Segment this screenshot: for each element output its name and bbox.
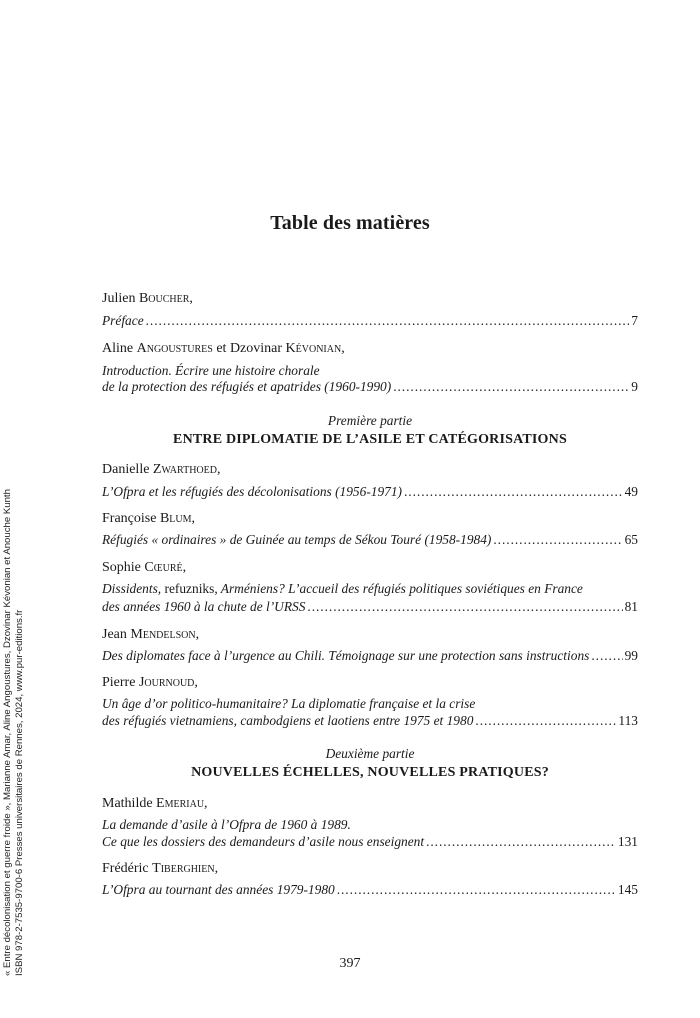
toc-entry-line[interactable]: des années 1960 à la chute de l’URSS . . . 81 [102, 599, 638, 615]
page-number: 9 [631, 379, 638, 394]
part-label: Première partie [327, 413, 413, 428]
page-number: 99 [624, 648, 638, 663]
page-title: Table des matières [270, 212, 430, 234]
page-number: 49 [624, 484, 638, 499]
entry-author: Aline Angoustures et Dzovinar Kévonian, [102, 341, 345, 356]
toc-entry-line[interactable]: Préface . . . 7 [102, 313, 638, 329]
entry-author: Françoise Blum, [102, 511, 195, 526]
toc-entry-line: Dissidents, refuzniks, Arméniens? L’accueil des réfugiés politiques soviétiques en France [102, 581, 583, 596]
toc-entry-line: La demande d’asile à l’Ofpra de 1960 à 1989. [102, 817, 351, 832]
leader-dots [426, 834, 616, 850]
entry-author: Frédéric Tiberghien, [102, 861, 219, 876]
entry-author: Julien Boucher, [102, 291, 193, 306]
part-title: NOUVELLES ÉCHELLES, NOUVELLES PRATIQUES? [191, 765, 549, 780]
entry-author: Jean Mendelson, [102, 627, 200, 642]
entry-author: Mathilde Emeriau, [102, 796, 208, 811]
toc-entry-line: Un âge d’or politico-humanitaire? La diplomatie française et la crise [102, 696, 476, 711]
part-title: ENTRE DIPLOMATIE DE L’ASILE ET CATÉGORISATIONS [173, 432, 567, 447]
entry-author: Danielle Zwarthoed, [102, 462, 221, 477]
side-notice-line: « Entre décolonisation et guerre froide », Marianne Amar, Aline Angoustures, Dzovinar Kévonian et Anouche Kunth [2, 489, 13, 976]
leader-dots [393, 379, 629, 395]
entry-author: Pierre Journoud, [102, 675, 198, 690]
page-number: 145 [617, 882, 638, 897]
toc-entry-line[interactable]: de la protection des réfugiés et apatrides (1960-1990) . . . 9 [102, 379, 638, 395]
page-number: 131 [617, 834, 638, 849]
page-number: 65 [624, 532, 638, 547]
leader-dots [591, 648, 622, 664]
toc-entry-line[interactable]: Réfugiés « ordinaires » de Guinée au temps de Sékou Touré (1958-1984) . . . 65 [102, 532, 638, 548]
side-copyright-notice [2, 456, 25, 976]
leader-dots [337, 882, 616, 898]
page-number: 7 [631, 313, 638, 328]
toc-entry-line[interactable]: Ce que les dossiers des demandeurs d’asile nous enseignent . . . 131 [102, 834, 638, 850]
page-number: 113 [618, 713, 638, 728]
entry-author: Sophie Cœuré, [102, 560, 187, 575]
toc-entry-line: Introduction. Écrire une histoire chorale [102, 363, 320, 378]
leader-dots [146, 313, 630, 329]
page-folio: 397 [339, 956, 361, 971]
leader-dots [404, 484, 623, 500]
leader-dots [475, 713, 616, 729]
toc-entry-line[interactable]: L’Ofpra au tournant des années 1979-1980 . . . 145 [102, 882, 638, 898]
side-notice-line[interactable]: ISBN 978-2-7535-9700-6 Presses universitaires de Rennes, 2024, www.pur-editions.fr [13, 609, 25, 976]
leader-dots [307, 599, 622, 615]
toc-entry-line[interactable]: L’Ofpra et les réfugiés des décolonisations (1956-1971) . . . 49 [102, 484, 638, 500]
page-number: 81 [624, 599, 638, 614]
leader-dots [493, 532, 622, 548]
toc-entry-line[interactable]: des réfugiés vietnamiens, cambodgiens et laotiens entre 1975 et 1980 . . . 113 [102, 713, 638, 729]
part-label: Deuxième partie [325, 746, 415, 761]
toc-entry-line[interactable]: Des diplomates face à l’urgence au Chili. Témoignage sur une protection sans instructions . . . 99 [102, 648, 638, 664]
